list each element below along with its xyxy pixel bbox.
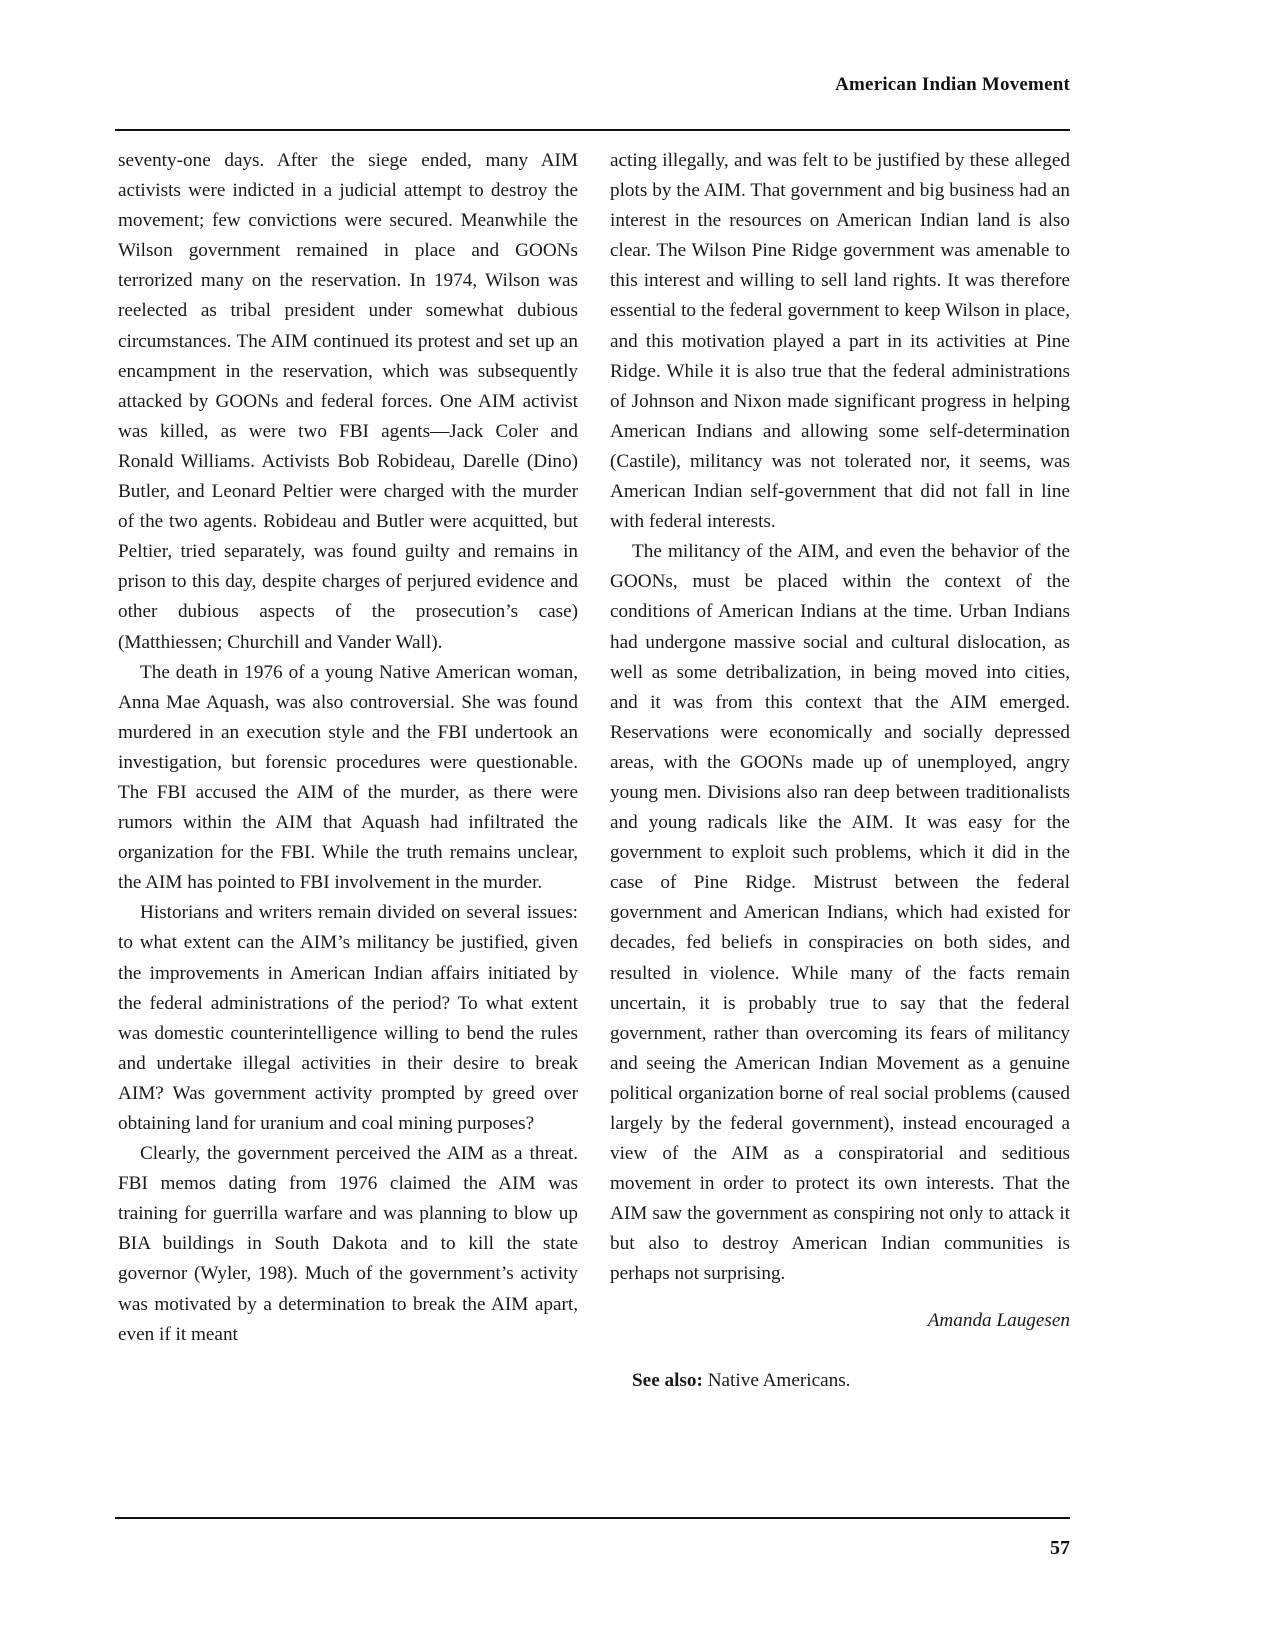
page-number: 57	[1050, 1537, 1070, 1559]
author-byline: Amanda Laugesen	[927, 1309, 1070, 1331]
see-also-label: See also:	[632, 1369, 703, 1391]
see-also-entries: Native Americans.	[702, 1369, 851, 1391]
right-column	[610, 146, 1070, 1496]
see-also-line	[610, 1366, 1070, 1396]
running-head: American Indian Movement	[835, 74, 1070, 95]
footer-rule	[115, 1517, 1070, 1519]
paragraph: The militancy of the AIM, and even the behavior of the GOONs, must be placed within the context of the conditions of American Indians at the time. Urban Indians had undergone massive social and cultural dislocation, as well as some detribalization, in being moved into cities, and it was from this context that the AIM emerged. Reservations were economically and socially depressed areas, with the GOONs made up of unemployed, angry young men. Divisions also ran deep between traditionalists and young radicals like the AIM. It was easy for the government to exploit such problems, which it did in the case of Pine Ridge. Mistrust between the federal government and American Indians, which had existed for decades, fed beliefs in conspiracies on both sides, and resulted in violence. While many of the facts remain uncertain, it is probably true to say that the federal government, rather than overcoming its fears of militancy and seeing the American Indian Movement as a genuine political organization borne of real social problems (caused largely by the federal government), instead encouraged a view of the AIM as a conspiratorial and seditious movement in order to protect its own interests. That the AIM saw the government as conspiring not only to attack it but also to destroy American Indian communities is perhaps not surprising.	[610, 541, 1070, 1285]
paragraph: Clearly, the government perceived the AIM as a threat. FBI memos dating from 1976 claimed the AIM was training for guerrilla warfare and was planning to blow up BIA buildings in South Dakota and to kill the state governor (Wyler, 198). Much of the government’s activity was motivated by a determination to break the AIM apart, even if it meant	[118, 1143, 578, 1345]
paragraph: Historians and writers remain divided on several issues: to what extent can the AIM’s militancy be justified, given the improvements in American Indian affairs initiated by the federal administrations of the period? To what extent was domestic counterintelligence willing to bend the rules and undertake illegal activities in their desire to break AIM? Was government activity prompted by greed over obtaining land for uranium and coal mining purposes?	[118, 902, 578, 1134]
paragraph: seventy-one days. After the siege ended, many AIM activists were indicted in a judicial attempt to destroy the movement; few convictions were secured. Meanwhile the Wilson government remained in place and GOONs terrorized many on the reservation. In 1974, Wilson was reelected as tribal president under somewhat dubious circumstances. The AIM continued its protest and set up an encampment in the reservation, which was subsequently attacked by GOONs and federal forces. One AIM activist was killed, as were two FBI agents—Jack Coler and Ronald Williams. Activists Bob Robideau, Darelle (Dino) Butler, and Leonard Peltier were charged with the murder of the two agents. Robideau and Butler were acquitted, but Peltier, tried separately, was found guilty and remains in prison to this day, despite charges of perjured evidence and other dubious aspects of the prosecution’s case) (Matthiessen; Churchill and Vander Wall).	[118, 150, 578, 653]
left-column	[118, 146, 578, 1496]
header-rule	[115, 129, 1070, 131]
paragraph: acting illegally, and was felt to be justified by these alleged plots by the AIM. That government and big business had an interest in the resources on American Indian land is also clear. The Wilson Pine Ridge government was amenable to this interest and willing to sell land rights. It was therefore essential to the federal government to keep Wilson in place, and this motivation played a part in its activities at Pine Ridge. While it is also true that the federal administrations of Johnson and Nixon made significant progress in helping American Indians and allowing some self-determination (Castile), militancy was not tolerated nor, it seems, was American Indian self-government that did not fall in line with federal interests.	[610, 150, 1070, 533]
paragraph: The death in 1976 of a young Native American woman, Anna Mae Aquash, was also controversial. She was found murdered in an execution style and the FBI undertook an investigation, but forensic procedures were questionable. The FBI accused the AIM of the murder, as there were rumors within the AIM that Aquash had infiltrated the organization for the FBI. While the truth remains unclear, the AIM has pointed to FBI involvement in the murder.	[118, 661, 578, 894]
article-body	[118, 146, 1070, 1496]
